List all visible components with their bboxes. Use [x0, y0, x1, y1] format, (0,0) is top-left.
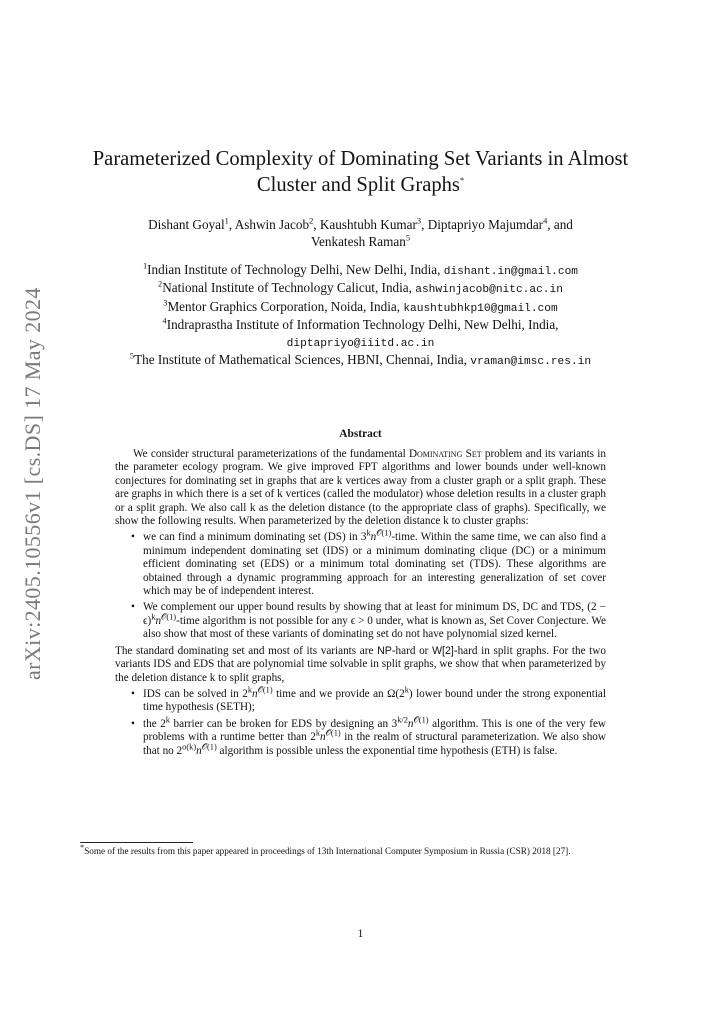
author-name: Diptapriyo Majumdar — [427, 217, 544, 232]
list-item: • we can find a minimum dominating set (DS) in $3^kn^{𝒪(1)}$-time. Within the same time, we can also find a minimum independent dominating set (IDS) or a minimum dominating clique (DC) or a minimum efficient dominating set (EDS) or a minimum total dominating set (TDS). These algorithms are obtained through a dynamic programming approach for an interesting generalization of set cover which may be of independent interest. — [131, 528, 606, 598]
paper-title — [80, 146, 641, 198]
affiliation-5: $^5$The Institute of Mathematical Sciences, HBNI, Chennai, India, vraman@imsc.res.in — [129, 351, 592, 369]
affiliation-2: $^2$National Institute of Technology Calicut, India, ashwinjacob@nitc.ac.in — [158, 280, 563, 297]
result-list-split — [115, 685, 606, 758]
bullet-icon: • — [131, 531, 135, 544]
abstract-paragraph: The standard dominating set and most of its variants are NP-hard or W[2]-hard in split graphs. For the two variants IDS and EDS that are polynomial time solvable in split graphs, we show that when parameterized by the deletion distance k to split graphs, — [115, 644, 606, 684]
affiliation-3: $^3$Mentor Graphics Corporation, Noida, India, kaushtubhkp10@gmail.com — [163, 298, 558, 315]
author-affil-mark: 1 — [224, 216, 229, 226]
author-affil-mark: 5 — [405, 233, 411, 243]
affiliation-1: $^1$Indian Institute of Technology Delhi, New Delhi, India, dishant.in@gmail.com — [142, 261, 579, 278]
title-line-2: Cluster and Split Graphs* — [256, 174, 465, 196]
affiliation-4: $^4$Indraprastha Institute of Information Technology Delhi, New Delhi, India, — [162, 316, 559, 333]
arxiv-identifier-stamp: arXiv:2405.10556v1 [cs.DS] 17 May 2024 — [20, 287, 45, 680]
author-name: Dishant Goyal — [148, 217, 225, 232]
title-line-1: Parameterized Complexity of Dominating Set Variants in Almost — [92, 148, 629, 170]
footnote: *Some of the results from this paper appeared in proceedings of 13th International Computer Symposium in Russia (CSR) 2018 [27]. — [80, 842, 571, 856]
list-item: • IDS can be solved in $2^kn^{𝒪(1)}$ time and we provide an Ω(2$^k$) lower bound under the strong exponential time hypothesis (SETH); — [131, 685, 606, 714]
email: ashwinjacob@nitc.ac.in — [415, 284, 563, 297]
abstract-body — [115, 448, 606, 761]
email: dishant.in@gmail.com — [443, 266, 579, 278]
page-number: 1 — [357, 928, 364, 940]
email: kaushtubhkp10@gmail.com — [403, 302, 558, 315]
title-footnote-mark: * — [459, 176, 465, 186]
bullet-icon: • — [131, 687, 135, 700]
result-list-cluster — [115, 528, 606, 641]
author-affil-mark: 4 — [543, 216, 548, 226]
email: vraman@imsc.res.in — [470, 356, 592, 369]
abstract-paragraph: We consider structural parameterizations of the fundamental Dominating Set problem and its variants in the parameter ecology program. We give improved FPT algorithms and lower bounds under well-known conjectures for dominating set in graphs that are k vertices away from a cluster graph or a split graph. These are graphs in which there is a set of k vertices (called the modulator) whose deletion results in a cluster graph or a split graph. We also call k as the deletion distance (to the appropriate class of graphs). Specifically, we show the following results. When parameterized by the deletion distance k to cluster graphs: — [115, 448, 606, 528]
author-affil-mark: 2 — [309, 216, 314, 226]
author-affil-mark: 3 — [416, 216, 422, 226]
footnote-divider — [80, 842, 193, 843]
author-name: Kaushtubh Kumar — [319, 217, 417, 232]
author-conjunction: and — [553, 217, 573, 232]
author-name: Venkatesh Raman — [310, 234, 406, 249]
author-name: Ashwin Jacob — [234, 217, 310, 232]
email: diptapriyo@iiitd.ac.in — [286, 337, 435, 350]
abstract-heading: Abstract — [339, 428, 382, 440]
affiliation-list — [70, 262, 651, 370]
author-list: Dishant Goyal$^1$, Ashwin Jacob$^2$, Kaushtubh Kumar$^3$, Diptapriyo Majumdar$^4$, and Venkatesh Raman$^5$ — [148, 216, 573, 249]
affiliation-4-email — [70, 334, 651, 352]
list-item: • We complement our upper bound results by showing that at least for minimum DS, DC and TDS, $(2 - \epsilon)^kn^{𝒪(1)}$-time algorithm is not possible for any ϵ > 0 under, what is known as, Set Cover Conjecture. We also show that most of these variants of dominating set do not have polynomial sized kernel. — [131, 601, 606, 641]
bullet-icon: • — [131, 601, 135, 614]
bullet-icon: • — [131, 717, 135, 730]
list-item: • the 2$^k$ barrier can be broken for EDS by designing an $3^{k/2}n^{𝒪(1)}$ algorithm. This is one of the very few problems with a runtime better than $2^kn^{𝒪(1)}$ in the realm of structural parameterization. We also show that no $2^{o(k)}n^{𝒪(1)}$ algorithm is possible unless the exponential time hypothesis (ETH) is false. — [131, 714, 606, 757]
